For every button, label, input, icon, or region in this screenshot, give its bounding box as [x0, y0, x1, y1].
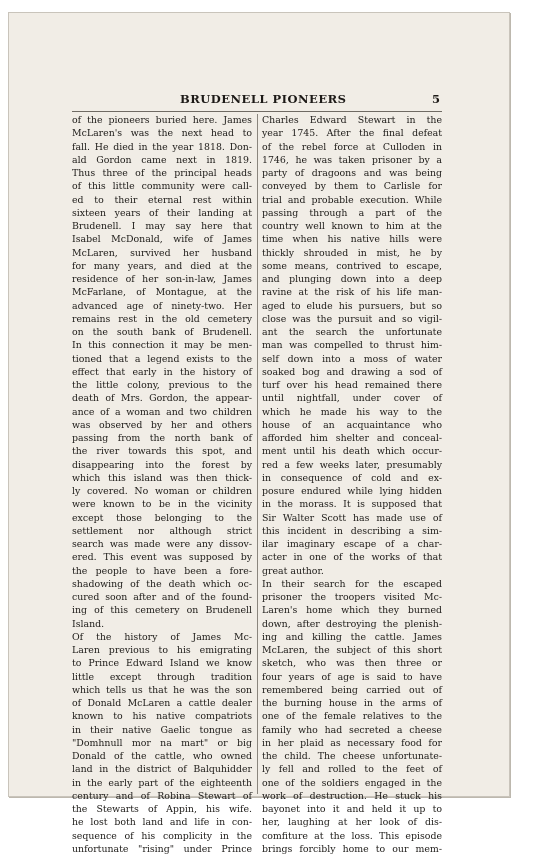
text-line: ald Gordon came next in 1819.	[72, 154, 252, 166]
text-line: close was the pursuit and so vigil-	[262, 313, 442, 325]
text-line: acter in one of the works of that	[262, 552, 442, 564]
text-line: cured soon after and of the found-	[72, 592, 252, 603]
text-line: ravine at the risk of his life man-	[262, 287, 442, 299]
text-line: ance of a woman and two children	[72, 406, 252, 418]
text-line: the people to have been a fore-	[72, 565, 252, 577]
text-line: ed to their eternal rest within	[72, 194, 252, 206]
text-line: McLaren, the subject of this short	[262, 645, 442, 656]
text-line: In this connection it may be men-	[72, 340, 252, 352]
text-line: Donald of the cattle, who owned	[72, 751, 252, 762]
text-line: fall. He died in the year 1818. Don-	[72, 141, 252, 153]
text-line: the Stewarts of Appin, his wife.	[72, 804, 252, 815]
text-line: sixteen years of their landing at	[72, 207, 252, 219]
text-line: house of an acquaintance who	[262, 419, 442, 431]
text-line: conveyed by them to Carlisle for	[262, 181, 442, 193]
text-line: thickly shrouded in mist, he by	[262, 247, 442, 259]
text-line: prisoner the troopers visited Mc-	[262, 592, 442, 603]
text-line: 1746, he was taken prisoner by a	[262, 154, 442, 166]
text-line: passing through a part of the	[262, 207, 442, 219]
header-rule	[72, 111, 442, 112]
text-line: Thus three of the principal heads	[72, 168, 252, 179]
text-line: some means, contrived to escape,	[262, 260, 442, 272]
text-line: residence of her son-in-law, James	[72, 274, 252, 285]
running-title: BRUDENELL PIONEERS	[180, 92, 347, 106]
text-line: sketch, who was then three or	[262, 658, 442, 670]
column-divider	[257, 114, 258, 794]
text-line: aged to elude his pursuers, but so	[262, 300, 442, 312]
text-line: McLaren, survived her husband	[72, 247, 252, 259]
text-line: he lost both land and life in con-	[72, 817, 252, 829]
text-line: the burning house in the arms of	[262, 698, 442, 709]
text-line: land in the district of Balquhidder	[72, 764, 252, 776]
text-line: for many years, and died at the	[72, 260, 252, 272]
right-text-column	[262, 114, 442, 856]
text-line: of the rebel force at Culloden in	[262, 141, 442, 153]
text-line: Laren's home which they burned	[262, 605, 442, 617]
text-line: were known to be in the vicinity	[72, 499, 252, 511]
text-line: in consequence of cold and ex-	[262, 472, 442, 484]
text-line: the little colony, previous to the	[72, 380, 252, 391]
text-line: Isabel McDonald, wife of James	[72, 234, 252, 246]
text-line: afforded him shelter and conceal-	[262, 433, 442, 444]
text-line: bayonet into it and held it up to	[262, 804, 442, 815]
text-line: unfortunate "rising" under Prince	[72, 843, 252, 855]
text-line: remains rest in the old cemetery	[72, 313, 252, 325]
text-line: turf over his head remained there	[262, 380, 442, 391]
text-line: Brudenell. I may say here that	[72, 221, 252, 232]
running-header	[72, 92, 440, 108]
text-line: In their search for the escaped	[262, 578, 442, 590]
text-line: in the morass. It is supposed that	[262, 499, 442, 511]
text-line: posure endured while lying hidden	[262, 486, 442, 497]
text-line: remembered being carried out of	[262, 684, 442, 696]
text-line: shadowing of the death which oc-	[72, 578, 252, 590]
text-line: search was made were any dissov-	[72, 539, 252, 550]
text-line: comfiture at the loss. This episode	[262, 830, 442, 842]
text-line: Sir Walter Scott has made use of	[262, 512, 442, 524]
text-line: on the south bank of Brudenell.	[72, 327, 252, 338]
text-line: century and of Robina Stewart of	[72, 790, 252, 802]
text-line: four years of age is said to have	[262, 671, 442, 683]
text-line: one of the soldiers engaged in the	[262, 777, 442, 789]
text-line: of Donald McLaren a cattle dealer	[72, 698, 252, 709]
text-line: death of Mrs. Gordon, the appear-	[72, 393, 252, 405]
text-line: trial and probable execution. While	[262, 194, 442, 206]
text-line: known to his native compatriots	[72, 711, 252, 723]
text-line: the river towards this spot, and	[72, 446, 252, 458]
text-line: soaked bog and drawing a sod of	[262, 366, 442, 378]
text-line: family who had secreted a cheese	[262, 724, 442, 736]
text-line: and plunging down into a deep	[262, 274, 442, 285]
text-line: passing from the north bank of	[72, 433, 252, 444]
text-line: settlement nor although strict	[72, 525, 252, 537]
text-line: which tells us that he was the son	[72, 684, 252, 696]
text-line: ing and killing the cattle. James	[262, 631, 442, 643]
text-line: McLaren's was the next head to	[72, 128, 252, 140]
text-line: down, after destroying the plenish-	[262, 618, 442, 630]
text-line: party of dragoons and was being	[262, 168, 442, 179]
text-line: brings forcibly home to our mem-	[262, 843, 442, 855]
text-line: time when his native hills were	[262, 234, 442, 246]
text-line: disappearing into the forest by	[72, 459, 252, 471]
text-line: one of the female relatives to the	[262, 711, 442, 723]
text-line: of the pioneers buried here. James	[72, 115, 252, 126]
text-line: the child. The cheese unfortunate-	[262, 751, 442, 762]
text-line: ly fell and rolled to the feet of	[262, 764, 442, 776]
text-line: red a few weeks later, presumably	[262, 459, 442, 471]
text-line: which this island was then thick-	[72, 472, 252, 484]
text-line: was observed by her and others	[72, 419, 252, 431]
text-line: ilar imaginary escape of a char-	[262, 539, 442, 550]
text-line: in their native Gaelic tongue as	[72, 724, 252, 736]
text-line: ered. This event was supposed by	[72, 552, 252, 564]
text-line: Charles Edward Stewart in the	[262, 115, 442, 126]
text-line: ment until his death which occur-	[262, 446, 442, 458]
text-line: country well known to him at the	[262, 221, 442, 232]
text-line: effect that early in the history of	[72, 366, 252, 378]
left-text-column	[72, 114, 252, 856]
text-line: self down into a moss of water	[262, 353, 442, 365]
text-line: man was compelled to thrust him-	[262, 340, 442, 352]
text-line: great author.	[262, 565, 324, 577]
text-line: year 1745. After the final defeat	[262, 128, 442, 140]
text-line: "Domhnull mor na mart" or big	[72, 737, 252, 749]
text-line: her, laughing at her look of dis-	[262, 817, 442, 829]
text-line: sequence of his complicity in the	[72, 830, 252, 842]
text-line: except those belonging to the	[72, 512, 252, 524]
text-line: ly covered. No woman or children	[72, 486, 252, 497]
text-line: little except through tradition	[72, 671, 252, 683]
text-line: to Prince Edward Island we know	[72, 658, 252, 670]
text-line: McFarlane, of Montague, at the	[72, 287, 252, 299]
text-line: which he made his way to the	[262, 406, 442, 418]
text-line: of this little community were call-	[72, 181, 252, 193]
text-line: ant the search the unfortunate	[262, 327, 442, 338]
text-line: in her plaid as necessary food for	[262, 737, 442, 749]
text-line: advanced age of ninety-two. Her	[72, 300, 252, 312]
text-line: in the early part of the eighteenth	[72, 777, 252, 789]
text-line: Laren previous to his emigrating	[72, 645, 252, 656]
text-line: tioned that a legend exists to the	[72, 353, 252, 365]
text-line: ing of this cemetery on Brudenell	[72, 605, 252, 617]
text-line: Island.	[72, 618, 105, 630]
page-number: 5	[431, 92, 440, 106]
text-line: Of the history of James Mc-	[72, 631, 252, 643]
text-line: work of destruction. He stuck his	[262, 790, 442, 802]
text-line: this incident in describing a sim-	[262, 525, 442, 537]
text-line: until nightfall, under cover of	[262, 393, 442, 405]
